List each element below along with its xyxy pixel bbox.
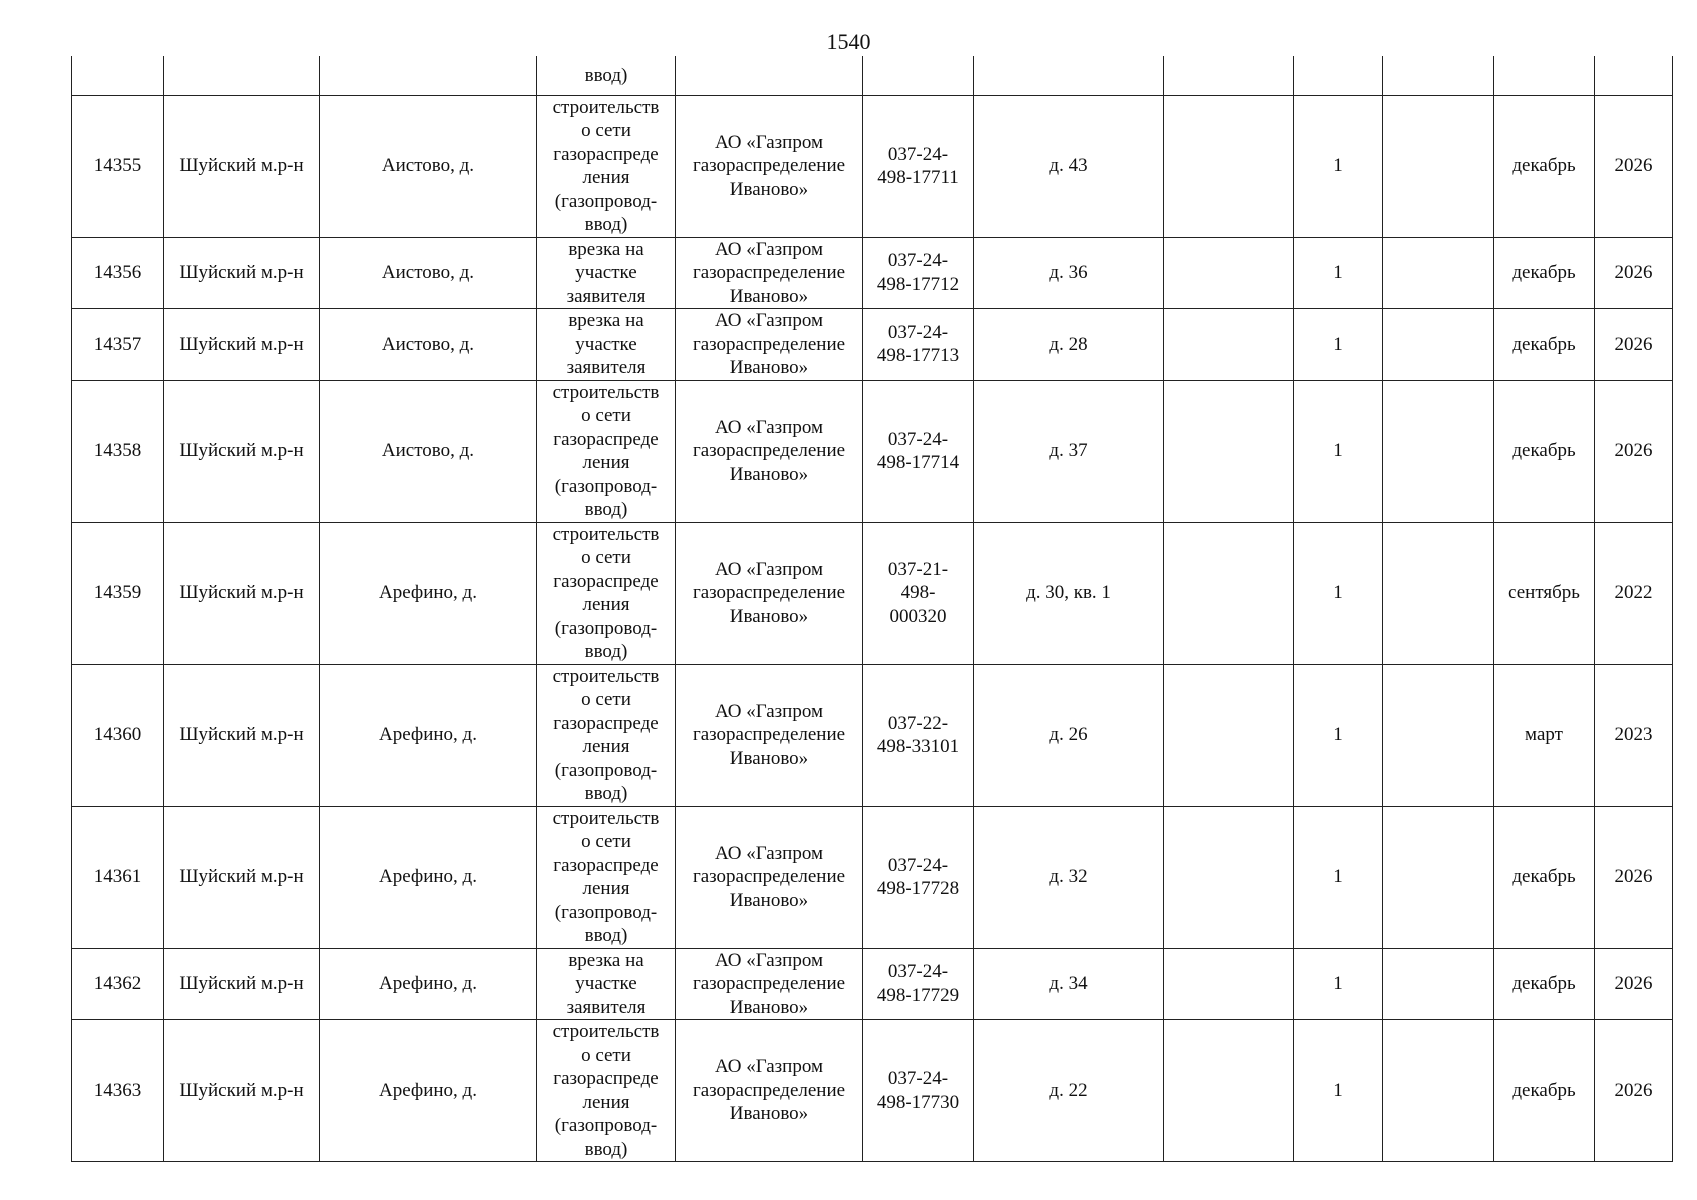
empty-cell (1383, 806, 1494, 948)
month-cell: декабрь (1494, 380, 1595, 522)
organization-cell: АО «Газпром газораспределение Иваново» (676, 309, 863, 381)
district-cell: Шуйский м.р-н (164, 522, 320, 664)
count-cell: 1 (1294, 664, 1383, 806)
contract-number-cell: 037-24- 498-17714 (863, 380, 974, 522)
row-number-cell: 14362 (72, 948, 164, 1020)
month-cell: декабрь (1494, 309, 1595, 381)
contract-number-cell: 037-24- 498-17713 (863, 309, 974, 381)
count-cell: 1 (1294, 380, 1383, 522)
empty-cell (1164, 1020, 1294, 1162)
count-cell: 1 (1294, 806, 1383, 948)
settlement-cell: Арефино, д. (320, 522, 537, 664)
continuation-row (72, 56, 1673, 95)
organization-cell: АО «Газпром газораспределение Иваново» (676, 948, 863, 1020)
settlement-cell: Аистово, д. (320, 95, 537, 237)
table-row (72, 664, 1673, 806)
count-cell: 1 (1294, 1020, 1383, 1162)
work-type-cell: строительств о сети газораспреде ления (газопровод- ввод) (537, 1020, 676, 1162)
year-cell: 2026 (1595, 948, 1673, 1020)
year-cell: 2026 (1595, 806, 1673, 948)
district-cell: Шуйский м.р-н (164, 1020, 320, 1162)
organization-cell: АО «Газпром газораспределение Иваново» (676, 237, 863, 309)
empty-cell (1383, 1020, 1494, 1162)
row-number-cell: 14361 (72, 806, 164, 948)
empty-cell (1383, 948, 1494, 1020)
year-cell: 2026 (1595, 380, 1673, 522)
work-type-cell: строительств о сети газораспреде ления (газопровод- ввод) (537, 806, 676, 948)
contract-number-cell: 037-24- 498-17729 (863, 948, 974, 1020)
year-cell: 2023 (1595, 664, 1673, 806)
table-row (72, 948, 1673, 1020)
year-cell: 2026 (1595, 309, 1673, 381)
count-cell: 1 (1294, 309, 1383, 381)
contract-number-cell: 037-22- 498-33101 (863, 664, 974, 806)
organization-cell: АО «Газпром газораспределение Иваново» (676, 1020, 863, 1162)
address-cell: д. 22 (974, 1020, 1164, 1162)
empty-cell (1164, 522, 1294, 664)
count-cell: 1 (1294, 948, 1383, 1020)
settlement-cell: Арефино, д. (320, 948, 537, 1020)
year-cell: 2026 (1595, 95, 1673, 237)
organization-cell: АО «Газпром газораспределение Иваново» (676, 664, 863, 806)
organization-cell: АО «Газпром газораспределение Иваново» (676, 806, 863, 948)
empty-cell (1383, 664, 1494, 806)
empty-cell (1383, 237, 1494, 309)
month-cell: декабрь (1494, 95, 1595, 237)
work-type-cell: ввод) (537, 56, 676, 95)
address-cell: д. 36 (974, 237, 1164, 309)
address-cell: д. 26 (974, 664, 1164, 806)
empty-cell (1164, 380, 1294, 522)
district-cell: Шуйский м.р-н (164, 95, 320, 237)
empty-cell (1383, 380, 1494, 522)
empty-cell (1164, 309, 1294, 381)
organization-cell: АО «Газпром газораспределение Иваново» (676, 95, 863, 237)
empty-cell (1383, 522, 1494, 664)
work-type-cell: врезка на участке заявителя (537, 309, 676, 381)
district-cell: Шуйский м.р-н (164, 948, 320, 1020)
work-type-cell: строительств о сети газораспреде ления (газопровод- ввод) (537, 95, 676, 237)
registry-table (71, 56, 1673, 1162)
empty-cell (1164, 664, 1294, 806)
district-cell: Шуйский м.р-н (164, 380, 320, 522)
table-row (72, 237, 1673, 309)
empty-cell (1164, 948, 1294, 1020)
address-cell: д. 30, кв. 1 (974, 522, 1164, 664)
row-number-cell: 14358 (72, 380, 164, 522)
address-cell: д. 32 (974, 806, 1164, 948)
work-type-cell: строительств о сети газораспреде ления (газопровод- ввод) (537, 664, 676, 806)
year-cell: 2026 (1595, 237, 1673, 309)
month-cell: март (1494, 664, 1595, 806)
empty-cell (1164, 237, 1294, 309)
district-cell: Шуйский м.р-н (164, 806, 320, 948)
contract-number-cell: 037-24- 498-17712 (863, 237, 974, 309)
settlement-cell: Арефино, д. (320, 806, 537, 948)
month-cell: декабрь (1494, 806, 1595, 948)
contract-number-cell: 037-24- 498-17730 (863, 1020, 974, 1162)
table-row (72, 1020, 1673, 1162)
row-number-cell: 14360 (72, 664, 164, 806)
work-type-cell: строительств о сети газораспреде ления (газопровод- ввод) (537, 522, 676, 664)
row-number-cell: 14356 (72, 237, 164, 309)
year-cell: 2026 (1595, 1020, 1673, 1162)
address-cell: д. 28 (974, 309, 1164, 381)
row-number-cell: 14363 (72, 1020, 164, 1162)
district-cell: Шуйский м.р-н (164, 664, 320, 806)
settlement-cell: Арефино, д. (320, 664, 537, 806)
table-row (72, 806, 1673, 948)
settlement-cell: Аистово, д. (320, 380, 537, 522)
row-number-cell: 14359 (72, 522, 164, 664)
count-cell: 1 (1294, 237, 1383, 309)
contract-number-cell: 037-21- 498- 000320 (863, 522, 974, 664)
organization-cell: АО «Газпром газораспределение Иваново» (676, 522, 863, 664)
count-cell: 1 (1294, 522, 1383, 664)
address-cell: д. 34 (974, 948, 1164, 1020)
organization-cell: АО «Газпром газораспределение Иваново» (676, 380, 863, 522)
table-row (72, 522, 1673, 664)
empty-cell (1383, 95, 1494, 237)
row-number-cell: 14355 (72, 95, 164, 237)
district-cell: Шуйский м.р-н (164, 237, 320, 309)
address-cell: д. 43 (974, 95, 1164, 237)
address-cell: д. 37 (974, 380, 1164, 522)
registry-body (72, 56, 1673, 1162)
month-cell: сентябрь (1494, 522, 1595, 664)
table-row (72, 309, 1673, 381)
settlement-cell: Арефино, д. (320, 1020, 537, 1162)
empty-cell (1164, 95, 1294, 237)
empty-cell (1383, 309, 1494, 381)
table-row (72, 95, 1673, 237)
contract-number-cell: 037-24- 498-17728 (863, 806, 974, 948)
work-type-cell: врезка на участке заявителя (537, 948, 676, 1020)
count-cell: 1 (1294, 95, 1383, 237)
row-number-cell: 14357 (72, 309, 164, 381)
settlement-cell: Аистово, д. (320, 309, 537, 381)
settlement-cell: Аистово, д. (320, 237, 537, 309)
work-type-cell: строительств о сети газораспреде ления (газопровод- ввод) (537, 380, 676, 522)
month-cell: декабрь (1494, 1020, 1595, 1162)
table-row (72, 380, 1673, 522)
empty-cell (1164, 806, 1294, 948)
district-cell: Шуйский м.р-н (164, 309, 320, 381)
work-type-cell: врезка на участке заявителя (537, 237, 676, 309)
month-cell: декабрь (1494, 948, 1595, 1020)
contract-number-cell: 037-24- 498-17711 (863, 95, 974, 237)
page-number: 1540 (826, 29, 871, 54)
year-cell: 2022 (1595, 522, 1673, 664)
month-cell: декабрь (1494, 237, 1595, 309)
